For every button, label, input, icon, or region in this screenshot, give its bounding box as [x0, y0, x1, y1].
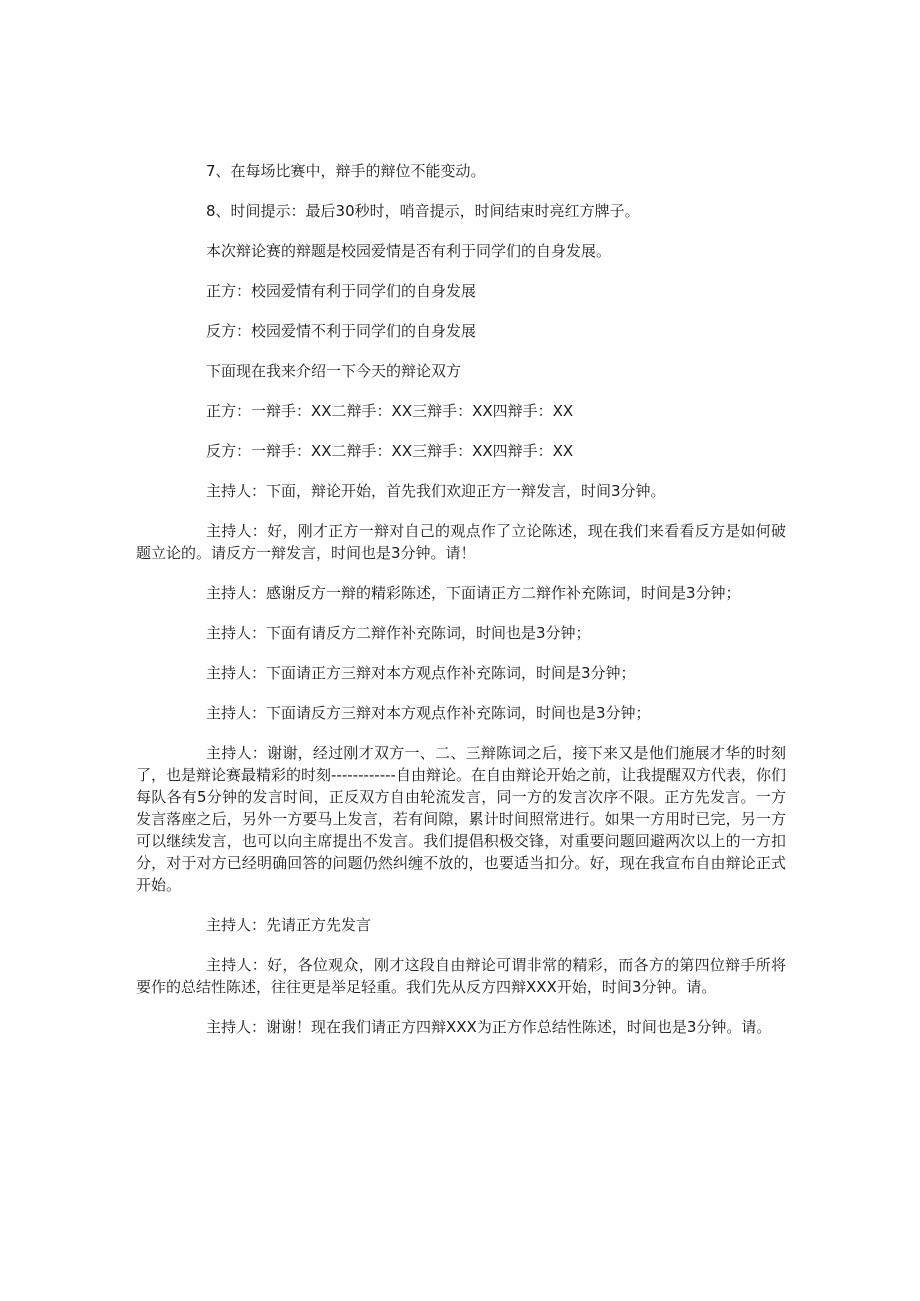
- rule-8-time-hint: 8、时间提示：最后30秒时，哨音提示，时间结束时亮红方牌子。: [206, 202, 640, 220]
- negative-position: 反方：校园爱情不利于同学们的自身发展: [206, 322, 477, 340]
- host-paragraph: 主持人：感谢反方一辩的精彩陈述，下面请正方二辩作补充陈词，时间是3分钟；: [206, 584, 741, 602]
- negative-debaters: 反方：一辩手：XX二辩手：XX三辩手：XX四辩手：XX: [206, 442, 574, 460]
- host-paragraph: 主持人：先请正方先发言: [206, 916, 372, 934]
- host-paragraph: 主持人：好，刚才正方一辩对自己的观点作了立论陈述，现在我们来看看反方是如何破题立论的。请反方一辩发言，时间也是3分钟。请！: [136, 522, 786, 562]
- introduction-line: 下面现在我来介绍一下今天的辩论双方: [206, 362, 462, 380]
- free-debate-rules: 主持人：谢谢，经过刚才双方一、二、三辩陈词之后，接下来又是他们施展才华的时刻了，也是辩论赛最精彩的时刻------------自由辩论。在自由辩论开始之前，让我提醒双方代表，你们每队各有5分钟的发言时间，正反双方自由轮流发言，同一方的发言次序不限。正方先发言。一方发言落座之后，另外一方要马上发言，若有间隙，累计时间照常进行。如果一方用时已完，另一方可以继续发言，也可以向主席提出不发言。我们提倡积极交锋，对重要问题回避两次以上的一方扣分，对于对方已经明确回答的问题仍然纠缠不放的，也要适当扣分。好，现在我宣布自由辩论正式开始。: [136, 744, 786, 894]
- host-paragraph: 主持人：下面请反方三辩对本方观点作补充陈词，时间也是3分钟；: [206, 704, 651, 722]
- rule-7: 7、在每场比赛中，辩手的辩位不能变动。: [206, 162, 486, 180]
- host-opening: 主持人：下面，辩论开始，首先我们欢迎正方一辩发言，时间3分钟。: [206, 482, 666, 500]
- host-paragraph: 主持人：下面请正方三辩对本方观点作补充陈词，时间是3分钟；: [206, 664, 636, 682]
- host-paragraph: 主持人：谢谢！现在我们请正方四辩XXX为正方作总结性陈述，时间也是3分钟。请。: [206, 1018, 772, 1036]
- document-page: [136, 160, 786, 1056]
- debate-topic: 本次辩论赛的辩题是校园爱情是否有利于同学们的自身发展。: [206, 242, 612, 260]
- host-paragraph: 主持人：下面有请反方二辩作补充陈词，时间也是3分钟；: [206, 624, 591, 642]
- affirmative-debaters: 正方：一辩手：XX二辩手：XX三辩手：XX四辩手：XX: [206, 402, 574, 420]
- host-paragraph: 主持人：好，各位观众，刚才这段自由辩论可谓非常的精彩，而各方的第四位辩手所将要作的总结性陈述，往往更是举足轻重。我们先从反方四辩XXX开始，时间3分钟。请。: [136, 956, 786, 996]
- affirmative-position: 正方：校园爱情有利于同学们的自身发展: [206, 282, 477, 300]
